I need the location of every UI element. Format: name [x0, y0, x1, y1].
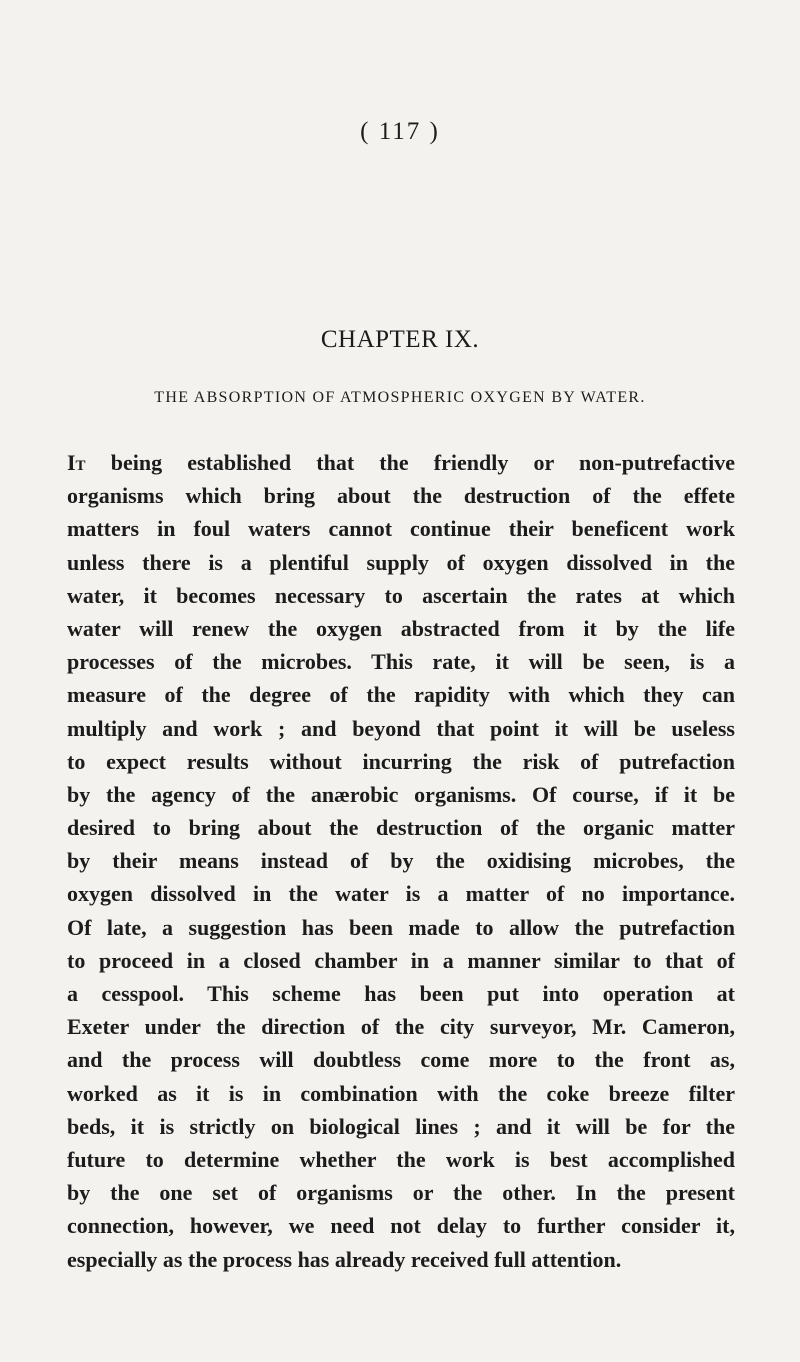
- text-line: multiply and work ; and beyond that point it will be useless: [67, 715, 735, 741]
- text-line: measure of the degree of the rapidity with which they can: [67, 682, 735, 708]
- text-line: oxygen dissolved in the water is a matter of no importance.: [67, 881, 735, 907]
- text-line: connection, however, we need not delay to further consider it,: [67, 1213, 735, 1239]
- text-line: processes of the microbes. This rate, it will be seen, is a: [67, 649, 735, 675]
- text-line: to proceed in a closed chamber in a manner similar to that of: [67, 947, 735, 973]
- text-line: beds, it is strictly on biological lines ; and it will be for the: [67, 1113, 735, 1139]
- chapter-subtitle: THE ABSORPTION OF ATMOSPHERIC OXYGEN BY WATER.: [154, 389, 646, 406]
- paragraph-lead: It: [67, 450, 86, 475]
- text-line: organisms which bring about the destruction of the effete: [67, 483, 735, 509]
- text-line: Of late, a suggestion has been made to allow the putrefaction: [67, 914, 735, 940]
- text-line: a cesspool. This scheme has been put into operation at: [67, 981, 735, 1006]
- text-line: by the one set of organisms or the other. In the present: [67, 1180, 735, 1206]
- text-line: worked as it is in combination with the coke breeze filter: [67, 1080, 735, 1106]
- body-paragraph: [67, 446, 735, 1276]
- text-line: water, it becomes necessary to ascertain the rates at which: [67, 582, 735, 608]
- chapter-title: CHAPTER IX.: [320, 326, 480, 353]
- text-line-content: being established that the friendly or non-putrefactive: [85, 450, 735, 475]
- text-line: water will renew the oxygen abstracted from it by the life: [67, 615, 735, 641]
- text-line: [67, 446, 735, 479]
- text-line: future to determine whether the work is best accomplished: [67, 1146, 735, 1172]
- text-line: unless there is a plentiful supply of oxygen dissolved in the: [67, 549, 735, 575]
- text-line: matters in foul waters cannot continue their beneficent work: [67, 516, 735, 542]
- text-line: by their means instead of by the oxidising microbes, the: [67, 848, 735, 874]
- text-line: especially as the process has already received full attention.: [67, 1246, 622, 1272]
- text-line: to expect results without incurring the risk of putrefaction: [67, 748, 735, 774]
- text-line: desired to bring about the destruction of the organic matter: [67, 815, 735, 841]
- text-line: by the agency of the anærobic organisms. Of course, if it be: [67, 781, 735, 807]
- text-line: and the process will doubtless come more to the front as,: [67, 1047, 735, 1073]
- text-line: Exeter under the direction of the city surveyor, Mr. Cameron,: [67, 1014, 735, 1040]
- page-number: ( 117 ): [360, 118, 440, 145]
